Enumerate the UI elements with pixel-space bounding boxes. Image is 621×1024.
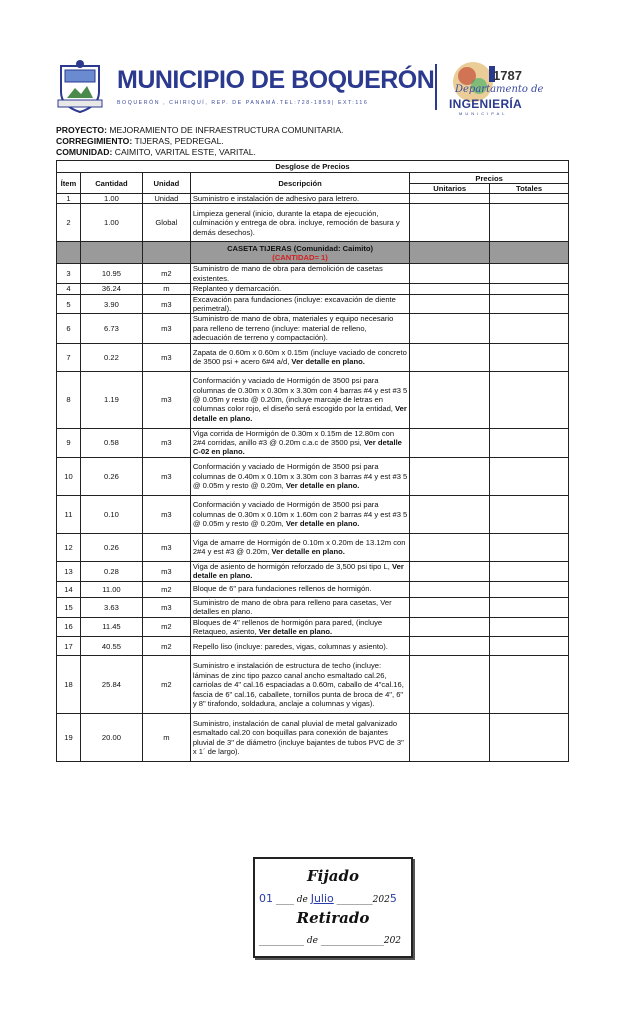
unitario-cell [410, 264, 490, 284]
unidad-cell: m [142, 284, 190, 294]
unitario-cell [410, 194, 490, 204]
descripcion-cell [190, 656, 409, 714]
header-item: Ítem [57, 173, 81, 194]
item-cell: 11 [57, 495, 81, 533]
cantidad-cell: 0.22 [80, 343, 142, 371]
descripcion-cell [190, 561, 409, 581]
cantidad-cell: 1.19 [80, 371, 142, 428]
section-empty-cell [142, 242, 190, 264]
stamp-day: 01 [259, 892, 273, 905]
unitario-cell [410, 495, 490, 533]
descripcion-detail: Ver detalle en plano. [192, 561, 404, 581]
total-cell [490, 561, 569, 581]
table-row [57, 457, 569, 495]
unidad-cell: m3 [142, 314, 190, 343]
unitario-cell [410, 581, 490, 597]
total-cell [490, 495, 569, 533]
item-cell: 9 [57, 428, 81, 457]
total-cell [490, 714, 569, 762]
table-row [57, 314, 569, 343]
cantidad-cell: 36.24 [80, 284, 142, 294]
table-row [57, 343, 569, 371]
unidad-cell: m3 [142, 294, 190, 314]
total-cell [490, 617, 569, 637]
proyecto-line: PROYECTO: MEJORAMIENTO DE INFRAESTRUCTURA COMUNITARIA. [56, 125, 344, 135]
total-cell [490, 264, 569, 284]
unitario-cell [410, 561, 490, 581]
header-descripcion: Descripción [190, 173, 409, 194]
descripcion-cell [190, 533, 409, 561]
descripcion-detail: Ver detalle en plano. [285, 481, 360, 491]
descripcion-cell [190, 204, 409, 242]
comunidad-line: COMUNIDAD: CAIMITO, VARITAL ESTE, VARITAL. [56, 147, 256, 157]
table-title: Desglose de Precios [57, 161, 569, 173]
stamp-fijado: Fijado [307, 867, 359, 885]
item-cell: 10 [57, 457, 81, 495]
section-empty-cell [57, 242, 81, 264]
table-row [57, 637, 569, 656]
cantidad-cell: 1.00 [80, 204, 142, 242]
header-divider [435, 64, 437, 110]
cantidad-cell: 6.73 [80, 314, 142, 343]
unidad-cell: m3 [142, 371, 190, 428]
unidad-cell: m2 [142, 581, 190, 597]
descripcion-cell [190, 581, 409, 597]
descripcion-detail: Ver detalle en plano. [192, 404, 407, 423]
stamp-retirado: Retirado [296, 909, 370, 927]
dept-name: INGENIERÍA [449, 97, 523, 111]
cantidad-cell: 40.55 [80, 637, 142, 656]
municipal-seal-icon [55, 58, 105, 114]
cantidad-cell: 3.63 [80, 597, 142, 617]
total-cell [490, 343, 569, 371]
descripcion-cell [190, 371, 409, 428]
descripcion-cell [190, 637, 409, 656]
stamp-year-digit: 5 [389, 892, 397, 905]
table-row [57, 194, 569, 204]
item-cell: 4 [57, 284, 81, 294]
item-cell: 3 [57, 264, 81, 284]
unitario-cell [410, 637, 490, 656]
table-row [57, 284, 569, 294]
unitario-cell [410, 371, 490, 428]
item-cell: 6 [57, 314, 81, 343]
descripcion-cell [190, 457, 409, 495]
total-cell [490, 204, 569, 242]
total-cell [490, 581, 569, 597]
descripcion-text: Suministro e instalación de adhesivo para letrero. [192, 194, 360, 203]
total-cell [490, 284, 569, 294]
descripcion-text: Conformación y vaciado de Hormigón de 3500 psi para columnas de 0.30m x 0.10m x 1.60m con 2 barras #4 y est #3 5 @ 0.05m y resto @ 0.20m, [192, 500, 408, 529]
project-info [56, 125, 343, 158]
table-row [57, 617, 569, 637]
cantidad-cell: 0.26 [80, 533, 142, 561]
unidad-cell: m3 [142, 428, 190, 457]
item-cell: 16 [57, 617, 81, 637]
cantidad-cell: 1.00 [80, 194, 142, 204]
descripcion-text: Zapata de 0.60m x 0.60m x 0.15m (incluye vaciado de concreto de 3500 psi + acero 6#4 a/d, [192, 347, 407, 367]
item-cell: 13 [57, 561, 81, 581]
cantidad-cell: 0.10 [80, 495, 142, 533]
unitario-cell [410, 204, 490, 242]
descripcion-cell [190, 617, 409, 637]
descripcion-text: Suministro de mano de obra para relleno para casetas, Ver detalles en plano. [192, 597, 392, 617]
descripcion-cell [190, 294, 409, 314]
descripcion-cell [190, 343, 409, 371]
stamp-fijado-date: 01 ____ de Julio ________2025 [259, 892, 397, 905]
descripcion-text: Excavación para fundaciones (incluye: excavación de diente perimetral). [192, 294, 396, 314]
descripcion-text: Suministro, instalación de canal pluvial de metal galvanizado esmaltado cal.20 con boquillas para conexión de bajantes pluvial de 3" de diámetro (incluye bajantes de tubos PVC de 3" x 1´ de largo). [192, 719, 404, 757]
unitario-cell [410, 457, 490, 495]
total-cell [490, 314, 569, 343]
unidad-cell: m3 [142, 343, 190, 371]
item-cell: 17 [57, 637, 81, 656]
descripcion-cell [190, 714, 409, 762]
unitario-cell [410, 533, 490, 561]
table-row [57, 264, 569, 284]
section-quantity: (CANTIDAD= 1) [272, 252, 328, 262]
section-empty-cell [490, 242, 569, 264]
item-cell: 1 [57, 194, 81, 204]
table-row [57, 294, 569, 314]
section-empty-cell [80, 242, 142, 264]
item-cell: 2 [57, 204, 81, 242]
item-cell: 8 [57, 371, 81, 428]
total-cell [490, 294, 569, 314]
descripcion-detail: Ver detalle en plano. [271, 547, 345, 557]
total-cell [490, 371, 569, 428]
cantidad-cell: 3.90 [80, 294, 142, 314]
cantidad-cell: 20.00 [80, 714, 142, 762]
letterhead [55, 56, 575, 118]
unitario-cell [410, 343, 490, 371]
table-row [57, 495, 569, 533]
header-cantidad: Cantidad [80, 173, 142, 194]
header-unitarios: Unitarios [410, 184, 490, 194]
unidad-cell: m2 [142, 617, 190, 637]
descripcion-text: Suministro e instalación de estructura de techo (incluye: láminas de zinc tipo pazco canal ancho esmaltado cal.26, carriolas de 4" cal.16 espaciadas a 0.60m, caballo de 4"cal.16, fascia de 6" cal.16, caballete, tornillos punta de broca de 4", 6" y 8" tirafondo, soldadura, anclaje a columnas y vigas). [192, 661, 404, 708]
descripcion-text: Suministro de mano de obra, materiales y equipo necesario para relleno de terreno (incluye: material de relleno, adecuación de terreno y compactación). [192, 314, 394, 343]
section-empty-cell [410, 242, 490, 264]
descripcion-detail: Ver detalle en plano. [285, 519, 360, 529]
section-title-cell [190, 242, 409, 264]
table-row [57, 533, 569, 561]
unitario-cell [410, 597, 490, 617]
table-row [57, 581, 569, 597]
descripcion-cell [190, 495, 409, 533]
descripcion-detail: Ver detalle en plano. [291, 357, 365, 367]
total-cell [490, 637, 569, 656]
descripcion-text: Replanteo y demarcación. [192, 284, 282, 294]
table-row [57, 428, 569, 457]
item-cell: 19 [57, 714, 81, 762]
posting-stamp [253, 857, 413, 958]
total-cell [490, 656, 569, 714]
item-cell: 12 [57, 533, 81, 561]
dept-year: 1787 [493, 68, 522, 83]
unidad-cell: m [142, 714, 190, 762]
corregimiento-line: CORREGIMIENTO: TIJERAS, PEDREGAL. [56, 136, 224, 146]
header-precios: Precios [410, 173, 569, 184]
stamp-retirado-date: __________ de ______________202 [259, 936, 402, 946]
item-cell: 15 [57, 597, 81, 617]
unidad-cell: m3 [142, 597, 190, 617]
item-cell: 7 [57, 343, 81, 371]
descripcion-cell [190, 314, 409, 343]
table-row [57, 656, 569, 714]
unidad-cell: m2 [142, 637, 190, 656]
unidad-cell: Global [142, 204, 190, 242]
table-row [57, 714, 569, 762]
dept-script: Departamento de [455, 84, 544, 95]
total-cell [490, 597, 569, 617]
unitario-cell [410, 314, 490, 343]
descripcion-text: Viga corrida de Hormigón de 0.30m x 0.15m de 12.80m con 2#4 corridas, anillo #3 @ 0.20m c.a.c de 3500 psi, [192, 428, 395, 448]
municipality-contact: BOQUERÓN , CHIRIQUÍ, REP. DE PANAMÁ.TEL:728-1859| EXT:116 [117, 100, 369, 106]
dept-sub: MUNICIPAL [459, 111, 508, 116]
total-cell [490, 428, 569, 457]
unitario-cell [410, 294, 490, 314]
unitario-cell [410, 428, 490, 457]
cantidad-cell: 0.26 [80, 457, 142, 495]
header-totales: Totales [490, 184, 569, 194]
descripcion-text: Conformación y vaciado de Hormigón de 3500 psi para columnas de 0.30m x 0.30m x 3.30m con 4 barras #4 y est #3 5 @ 0.05m y resto @ 0.20m, (incluye marcaje de letras en columnas color rojo, el diseño será escogido por la entidad, [192, 376, 408, 414]
descripcion-text: Viga de amarre de Hormigón de 0.10m x 0.20m de 13.12m con 2#4 y est #3 @ 0.20m, [192, 537, 406, 557]
descripcion-cell [190, 597, 409, 617]
cantidad-cell: 11.00 [80, 581, 142, 597]
unidad-cell: m2 [142, 656, 190, 714]
unidad-cell: m3 [142, 533, 190, 561]
descripcion-text: Repello liso (incluye: paredes, vigas, columnas y asiento). [192, 641, 388, 651]
total-cell [490, 194, 569, 204]
descripcion-text: Conformación y vaciado de Hormigón de 3500 psi para columnas de 0.40m x 0.10m x 3.30m con 3 barras #4 y est #3 5 @ 0.05m y resto @ 0.20m, [192, 462, 408, 491]
table-row [57, 371, 569, 428]
descripcion-detail: Ver detalle C-02 en plano. [192, 438, 402, 457]
unitario-cell [410, 656, 490, 714]
table-row [57, 597, 569, 617]
descripcion-cell [190, 428, 409, 457]
descripcion-cell [190, 264, 409, 284]
unitario-cell [410, 714, 490, 762]
descripcion-text: Bloque de 6" para fundaciones rellenos de hormigón. [192, 584, 372, 594]
item-cell: 14 [57, 581, 81, 597]
unitario-cell [410, 617, 490, 637]
table-row [57, 561, 569, 581]
descripcion-text: Viga de asiento de hormigón reforzado de 3,500 psi tipo L, [192, 561, 392, 571]
item-cell: 18 [57, 656, 81, 714]
descripcion-cell [190, 284, 409, 294]
descripcion-text: Suministro de mano de obra para demolición de casetas existentes. [192, 264, 383, 283]
unidad-cell: m3 [142, 495, 190, 533]
cantidad-cell: 10.95 [80, 264, 142, 284]
unidad-cell: m2 [142, 264, 190, 284]
descripcion-text: Limpieza general (inicio, durante la etapa de ejecución, culminación y entrega de obra. incluye, remoción de basura y demás desechos). [192, 208, 400, 237]
section-row [57, 242, 569, 264]
descripcion-cell [190, 194, 409, 204]
cantidad-cell: 25.84 [80, 656, 142, 714]
cantidad-cell: 11.45 [80, 617, 142, 637]
item-cell: 5 [57, 294, 81, 314]
stamp-month: Julio [310, 892, 334, 905]
unidad-cell: m3 [142, 561, 190, 581]
header-unidad: Unidad [142, 173, 190, 194]
section-title: CASETA TIJERAS (Comunidad: Caimito) [227, 243, 374, 253]
price-breakdown-table [56, 160, 569, 762]
total-cell [490, 457, 569, 495]
total-cell [490, 533, 569, 561]
unidad-cell: m3 [142, 457, 190, 495]
descripcion-detail: Ver detalle en plano. [258, 626, 333, 636]
cantidad-cell: 0.58 [80, 428, 142, 457]
unitario-cell [410, 284, 490, 294]
unidad-cell: Unidad [142, 194, 190, 204]
cantidad-cell: 0.28 [80, 561, 142, 581]
descripcion-text: Bloques de 4" rellenos de hormigón para pared, (incluye Retaqueo, asiento, [192, 617, 383, 636]
table-row [57, 204, 569, 242]
municipality-title: MUNICIPIO DE BOQUERÓN [117, 66, 435, 94]
